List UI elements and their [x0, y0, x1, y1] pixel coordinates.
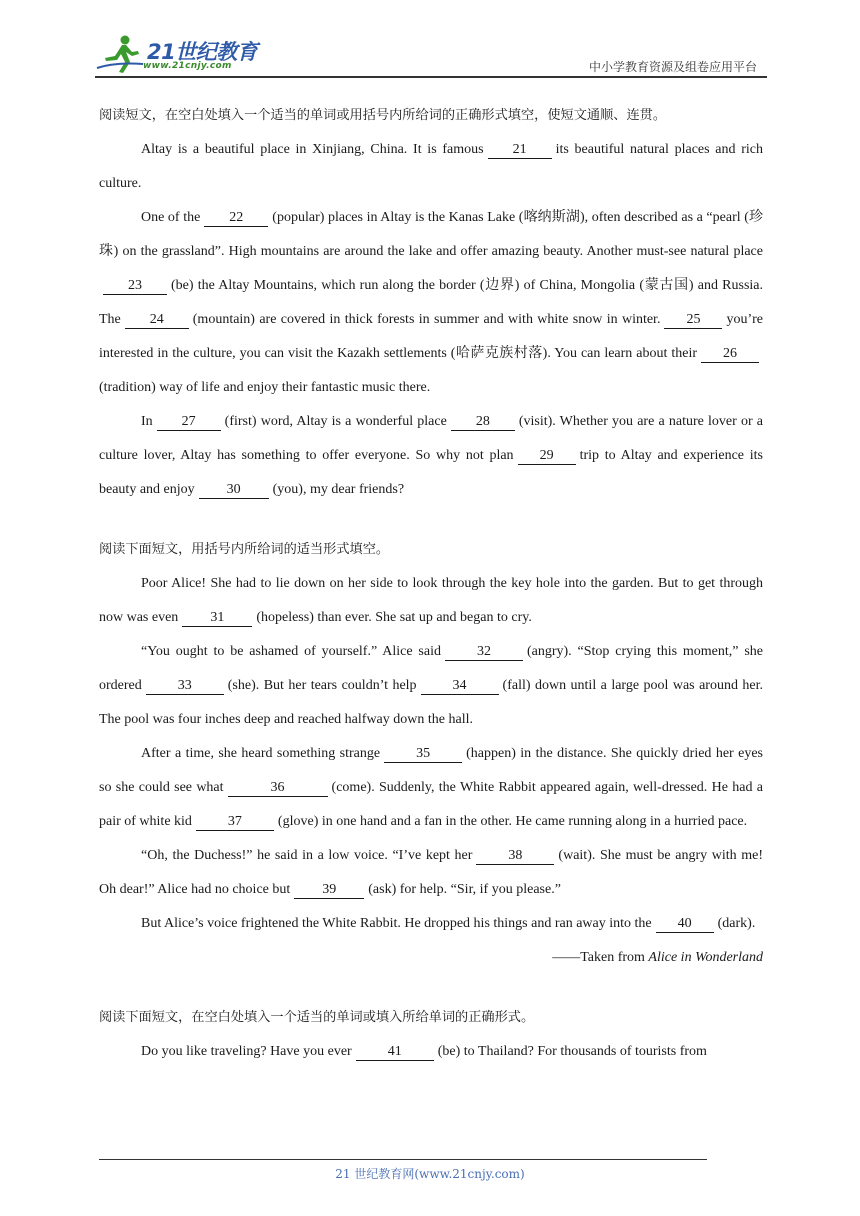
footer-divider: [99, 1159, 707, 1160]
blank-26[interactable]: 26: [701, 346, 759, 363]
section1-paragraph-3: [99, 405, 763, 507]
text-run: (popular) places in Altay is the Kanas Lake (喀纳斯湖), often described as a “pearl (珍珠) on the grassland”. High mountains are around the lake and offer amazing beauty. Another must-see natural place: [99, 210, 763, 259]
text-run: (visit). Whether you are a nature lover or a culture lover, Altay has something to offer everyone. So why not plan: [99, 414, 763, 463]
blank-41[interactable]: 41: [356, 1044, 434, 1061]
section2-paragraph-2: [99, 635, 763, 737]
text-run: One of the: [141, 210, 201, 225]
text-run: (come). Suddenly, the White Rabbit appeared again, well-dressed. He had a pair of white kid: [99, 780, 763, 829]
source-citation: [99, 941, 763, 975]
section3-paragraph-1: [99, 1035, 763, 1069]
text-run: (hopeless) than ever. She sat up and began to cry.: [256, 610, 532, 625]
section-spacer: [99, 507, 763, 533]
header-divider: [95, 76, 767, 78]
blank-36[interactable]: 36: [228, 780, 328, 797]
blank-37[interactable]: 37: [196, 814, 274, 831]
source-prefix: ——Taken from: [552, 950, 649, 965]
section2-instruction: 阅读下面短文，用括号内所给词的适当形式填空。: [99, 542, 390, 557]
text-run: “Oh, the Duchess!” he said in a low voice. “I’ve kept her: [141, 848, 473, 863]
text-run: (fall) down until a large pool was around her. The pool was four inches deep and reached halfway down the hall.: [99, 678, 763, 727]
blank-33[interactable]: 33: [146, 678, 224, 695]
blank-30[interactable]: 30: [199, 482, 269, 499]
text-run: (first) word, Altay is a wonderful place: [224, 414, 447, 429]
text-run: (be) the Altay Mountains, which run along the border (边界) of China, Mongolia (蒙古国) and Russia. The: [99, 278, 763, 327]
text-run: (mountain) are covered in thick forests in summer and with white snow in winter.: [192, 312, 661, 327]
section2-paragraph-4: [99, 839, 763, 907]
blank-23[interactable]: 23: [103, 278, 167, 295]
text-run: “You ought to be ashamed of yourself.” Alice said: [141, 644, 441, 659]
blank-29[interactable]: 29: [518, 448, 576, 465]
page-header: [95, 30, 767, 78]
blank-24[interactable]: 24: [125, 312, 189, 329]
logo-url: www.21cnjy.com: [143, 61, 232, 71]
blank-32[interactable]: 32: [445, 644, 523, 661]
text-run: In: [141, 414, 153, 429]
section2-paragraph-1: [99, 567, 763, 635]
blank-28[interactable]: 28: [451, 414, 515, 431]
blank-25[interactable]: 25: [664, 312, 722, 329]
text-run: you’re interested in the culture, you can visit the Kazakh settlements (哈萨克族村落). You can learn about their: [99, 312, 763, 361]
text-run: its beautiful natural places and rich culture.: [99, 142, 763, 191]
text-run: (glove) in one hand and a fan in the other. He came running along in a hurried pace.: [277, 814, 748, 829]
section1-paragraph-1: [99, 133, 763, 201]
blank-39[interactable]: 39: [294, 882, 364, 899]
blank-22[interactable]: 22: [204, 210, 268, 227]
text-run: (she). But her tears couldn’t help: [227, 678, 417, 693]
blank-38[interactable]: 38: [476, 848, 554, 865]
text-run: Altay is a beautiful place in Xinjiang, China. It is famous: [141, 142, 484, 157]
platform-name: 中小学教育资源及组卷应用平台: [588, 60, 757, 74]
logo-text: 21世纪教育: [147, 40, 258, 64]
text-run: (wait). She must be angry with me! Oh dear!” Alice had no choice but: [99, 848, 764, 897]
text-run: (be) to Thailand? For thousands of tourists from: [437, 1044, 707, 1059]
text-run: After a time, she heard something strange: [141, 746, 381, 761]
logo: [95, 34, 265, 74]
text-run: (tradition) way of life and enjoy their fantastic music there.: [99, 380, 431, 395]
text-run: (angry). “Stop crying this moment,” she ordered: [99, 644, 764, 693]
text-run: (you), my dear friends?: [272, 482, 405, 497]
blank-21[interactable]: 21: [488, 142, 552, 159]
section2-paragraph-5: [99, 907, 763, 941]
section-spacer: [99, 975, 763, 1001]
text-run: (ask) for help. “Sir, if you please.”: [368, 882, 561, 897]
text-run: But Alice’s voice frightened the White Rabbit. He dropped his things and ran away into the: [141, 916, 652, 931]
blank-34[interactable]: 34: [421, 678, 499, 695]
section1-instruction: 阅读短文，在空白处填入一个适当的单词或用括号内所给词的正确形式填空，使短文通顺、连贯。: [99, 108, 667, 123]
blank-31[interactable]: 31: [182, 610, 252, 627]
section2-paragraph-3: [99, 737, 763, 839]
blank-27[interactable]: 27: [157, 414, 221, 431]
document-body: [99, 99, 763, 1069]
section1-paragraph-2: [99, 201, 763, 405]
footer-text: 21 世纪教育网(www.21cnjy.com): [335, 1167, 525, 1181]
blank-35[interactable]: 35: [384, 746, 462, 763]
text-run: Poor Alice! She had to lie down on her side to look through the key hole into the garden. But to get through now was even: [99, 576, 763, 625]
text-run: (happen) in the distance. She quickly dried her eyes so she could see what: [99, 746, 764, 795]
text-run: Do you like traveling? Have you ever: [141, 1044, 352, 1059]
blank-40[interactable]: 40: [656, 916, 714, 933]
source-title: Alice in Wonderland: [648, 950, 763, 965]
text-run: (dark).: [717, 916, 756, 931]
section3-instruction: 阅读下面短文，在空白处填入一个适当的单词或填入所给单词的正确形式。: [99, 1010, 535, 1025]
text-run: trip to Altay and experience its beauty and enjoy: [99, 448, 763, 497]
